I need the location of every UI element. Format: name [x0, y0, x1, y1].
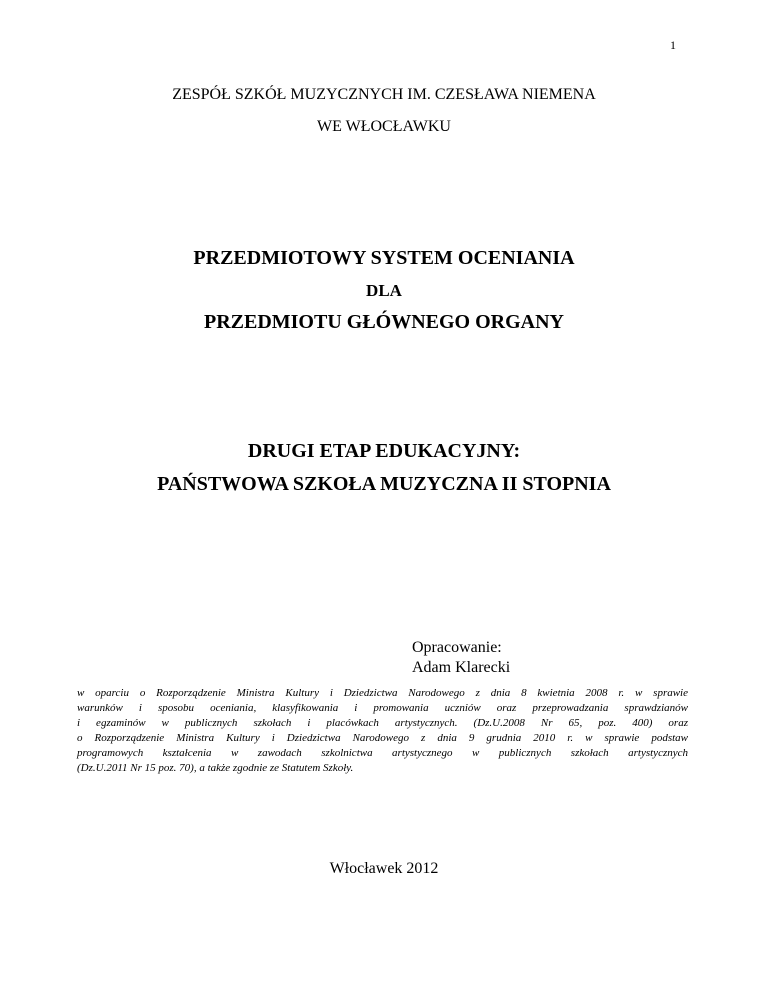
legal-note-line: warunków i sposobu oceniania, klasyfikowania i promowania uczniów oraz przeprowadzania sprawdzianów	[77, 702, 688, 714]
subject-title: PRZEDMIOTU GŁÓWNEGO ORGANY	[203, 311, 565, 333]
legal-basis-note	[77, 686, 688, 776]
author-name: Adam Klarecki	[412, 659, 511, 676]
legal-note-line: i egzaminów w publicznych szkołach i placówkach artystycznych. (Dz.U.2008 Nr 65, poz. 400) oraz	[77, 717, 688, 729]
document-title: PRZEDMIOTOWY SYSTEM OCENIANIA	[193, 247, 575, 269]
legal-note-line: o Rozporządzenie Ministra Kultury i Dziedzictwa Narodowego z dnia 9 grudnia 2010 r. w sprawie podstaw	[77, 732, 688, 744]
school-name: ZESPÓŁ SZKÓŁ MUZYCZNYCH IM. CZESŁAWA NIEMENA	[172, 86, 596, 103]
author-label: Opracowanie:	[412, 639, 502, 656]
page-number: 1	[670, 38, 676, 52]
place-and-date: Włocławek 2012	[329, 860, 439, 877]
legal-note-line: w oparciu o Rozporządzenie Ministra Kultury i Dziedzictwa Narodowego z dnia 8 kwietnia 2008 r. w sprawie	[77, 687, 688, 699]
school-level-title: PAŃSTWOWA SZKOŁA MUZYCZNA II STOPNIA	[157, 473, 611, 495]
author-block	[412, 638, 510, 678]
legal-note-line: (Dz.U.2011 Nr 15 poz. 70), a także zgodnie ze Statutem Szkoły.	[77, 762, 354, 774]
school-city: WE WŁOCŁAWKU	[317, 118, 451, 135]
legal-note-line: programowych kształcenia w zawodach szkolnictwa artystycznego w publicznych szkołach artystycznych	[77, 747, 688, 759]
education-stage-title: DRUGI ETAP EDUKACYJNY:	[247, 440, 521, 462]
document-title-connector: DLA	[366, 281, 402, 300]
